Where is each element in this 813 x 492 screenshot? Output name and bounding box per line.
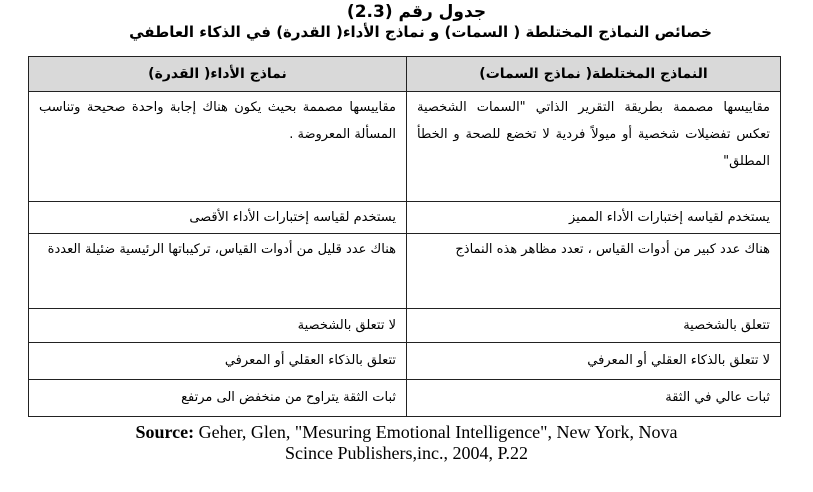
table-cell: هناك عدد كبير من أدوات القياس ، تعدد مظاهر هذه النماذج <box>407 234 781 309</box>
table-cell: لا تتعلق بالذكاء العقلي أو المعرفي <box>407 343 781 380</box>
table-number: جدول رقم (2.3) <box>346 2 487 22</box>
table-cell: يستخدم لقياسه إختبارات الأداء المميز <box>407 202 781 234</box>
table-row <box>29 343 781 380</box>
table-cell: ثبات عالي في الثقة <box>407 380 781 417</box>
table-caption: خصائص النماذج المختلطة ( السمات) و نماذج الأداء( القدرة) في الذكاء العاطفي <box>129 23 712 41</box>
table-row <box>29 202 781 234</box>
table-row <box>29 380 781 417</box>
header-ability-models: نماذج الأداء( القدرة) <box>29 57 407 92</box>
table-row <box>29 234 781 309</box>
source-line-2: Scince Publishers,inc., 2004, P.22 <box>285 443 528 463</box>
table-cell: مقاييسها مصممة بطريقة التقرير الذاتي "السمات الشخصية تعكس تفضيلات شخصية أو ميولاً فردية لا تخضع للصحة و الخطأ المطلق" <box>407 92 781 202</box>
table-cell: لا تتعلق بالشخصية <box>29 309 407 343</box>
source-reference: Geher, Glen, "Mesuring Emotional Intelligence", New York, Nova <box>194 422 678 442</box>
table-row <box>29 92 781 202</box>
table-cell: ثبات الثقة يتراوح من منخفض الى مرتفع <box>29 380 407 417</box>
source-line-1 <box>0 422 813 443</box>
table-cell: هناك عدد قليل من أدوات القياس، تركيباتها الرئيسية ضئيلة العددة <box>29 234 407 309</box>
table-header-row <box>29 57 781 92</box>
table-cell: تتعلق بالذكاء العقلي أو المعرفي <box>29 343 407 380</box>
source-label: Source: <box>135 422 195 442</box>
table-cell: مقاييسها مصممة بحيث يكون هناك إجابة واحدة صحيحة وتناسب المسألة المعروضة . <box>29 92 407 202</box>
table-cell: تتعلق بالشخصية <box>407 309 781 343</box>
table-cell: يستخدم لقياسه إختبارات الأداء الأقصى <box>29 202 407 234</box>
source-citation <box>0 422 813 464</box>
header-mixed-models: النماذج المختلطة( نماذج السمات) <box>407 57 781 92</box>
table-row <box>29 309 781 343</box>
comparison-table <box>28 56 781 417</box>
